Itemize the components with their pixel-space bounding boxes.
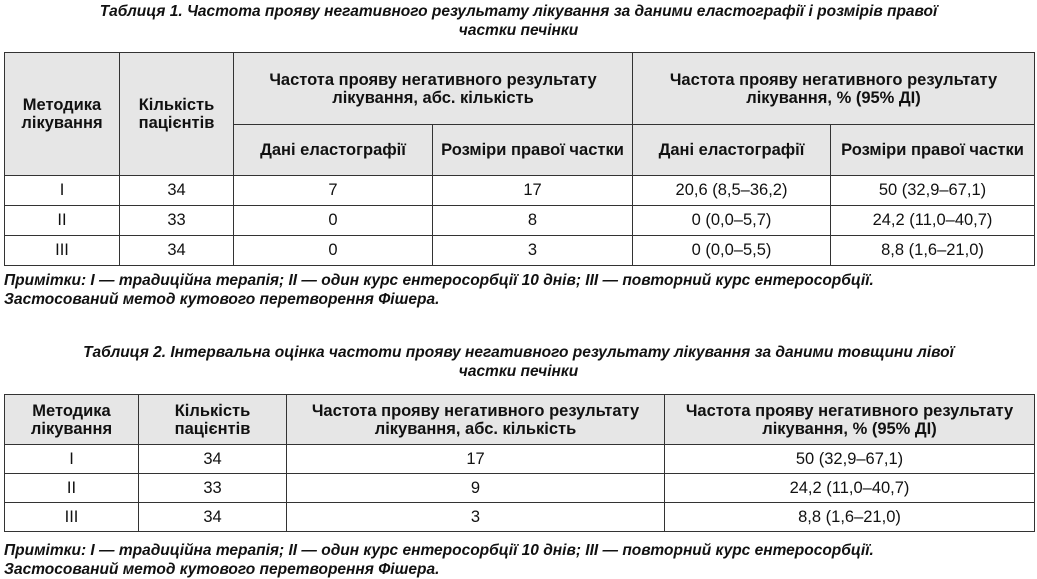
table2-cell-method: II xyxy=(5,474,139,503)
table1-cell-size-abs: 8 xyxy=(433,206,633,236)
table1-cell-elasto-pct: 0 (0,0–5,5) xyxy=(633,236,831,266)
table1-header-pct-group: Частота прояву негативного результату лікування, % (95% ДІ) xyxy=(633,53,1035,125)
table1-caption-line2: частки печінки xyxy=(458,22,579,39)
table2-cell-abs: 3 xyxy=(287,503,665,532)
table1-cell-size-pct: 8,8 (1,6–21,0) xyxy=(831,236,1035,266)
table1-header-abs-group: Частота прояву негативного результату лікування, абс. кількість xyxy=(234,53,633,125)
table1-cell-method: I xyxy=(5,176,120,206)
table1-header-size-abs: Розміри правої частки xyxy=(433,125,633,176)
table1-cell-patients: 34 xyxy=(120,236,234,266)
table1-cell-elasto-abs: 7 xyxy=(234,176,433,206)
table2-header-patients: Кількість пацієнтів xyxy=(139,395,287,445)
table2-cell-pct: 8,8 (1,6–21,0) xyxy=(665,503,1035,532)
table1-cell-size-pct: 50 (32,9–67,1) xyxy=(831,176,1035,206)
table1-cell-elasto-abs: 0 xyxy=(234,236,433,266)
table1-header-patients: Кількість пацієнтів xyxy=(120,53,234,176)
table-row xyxy=(5,236,1035,266)
table1-cell-elasto-abs: 0 xyxy=(234,206,433,236)
table2-cell-patients: 34 xyxy=(139,503,287,532)
table2-cell-pct: 50 (32,9–67,1) xyxy=(665,445,1035,474)
table1-cell-method: II xyxy=(5,206,120,236)
table1-header-elasto-abs: Дані еластографії xyxy=(234,125,433,176)
table1-cell-elasto-pct: 0 (0,0–5,7) xyxy=(633,206,831,236)
table1-header-method: Методика лікування xyxy=(5,53,120,176)
table1-cell-size-abs: 17 xyxy=(433,176,633,206)
table1-note-line2: Застосований метод кутового перетворення Фішера. xyxy=(4,291,440,308)
table1-cell-patients: 33 xyxy=(120,206,234,236)
table-row xyxy=(5,503,1035,532)
table2-cell-patients: 34 xyxy=(139,445,287,474)
table1-notes xyxy=(4,271,1034,309)
table2-cell-abs: 17 xyxy=(287,445,665,474)
table2-caption-line2: частки печінки xyxy=(458,363,579,380)
table1 xyxy=(4,52,1035,266)
table2-header-pct: Частота прояву негативного результату лікування, % (95% ДІ) xyxy=(665,395,1035,445)
table1-cell-elasto-pct: 20,6 (8,5–36,2) xyxy=(633,176,831,206)
table2-header-method: Методика лікування xyxy=(5,395,139,445)
table1-header-size-pct: Розміри правої частки xyxy=(831,125,1035,176)
table2 xyxy=(4,394,1035,532)
table1-cell-method: III xyxy=(5,236,120,266)
table2-note-line2: Застосований метод кутового перетворення Фішера. xyxy=(4,561,440,578)
table1-cell-size-pct: 24,2 (11,0–40,7) xyxy=(831,206,1035,236)
table2-header-abs: Частота прояву негативного результату лікування, абс. кількість xyxy=(287,395,665,445)
table2-cell-patients: 33 xyxy=(139,474,287,503)
table2-cell-method: III xyxy=(5,503,139,532)
table1-cell-size-abs: 3 xyxy=(433,236,633,266)
table1-cell-patients: 34 xyxy=(120,176,234,206)
table1-note-line1: Примітки: I — традиційна терапія; II — один курс ентеросорбції 10 днів; III — повторний курс ентеросорбції. xyxy=(4,272,874,289)
table-row xyxy=(5,445,1035,474)
table-row xyxy=(5,474,1035,503)
table2-caption-line1: Таблиця 2. Інтервальна оцінка частоти прояву негативного результату лікування за даними товщини лівої xyxy=(83,344,954,361)
table2-cell-method: I xyxy=(5,445,139,474)
table1-caption xyxy=(0,2,1037,40)
table2-note-line1: Примітки: I — традиційна терапія; II — один курс ентеросорбції 10 днів; III — повторний курс ентеросорбції. xyxy=(4,542,874,559)
table-row xyxy=(5,176,1035,206)
table2-caption xyxy=(0,343,1037,381)
table1-caption-line1: Таблиця 1. Частота прояву негативного результату лікування за даними еластографії і розмірів правої xyxy=(99,3,938,20)
table-row xyxy=(5,206,1035,236)
table2-cell-pct: 24,2 (11,0–40,7) xyxy=(665,474,1035,503)
table2-cell-abs: 9 xyxy=(287,474,665,503)
table1-header-elasto-pct: Дані еластографії xyxy=(633,125,831,176)
table2-notes xyxy=(4,541,1034,579)
